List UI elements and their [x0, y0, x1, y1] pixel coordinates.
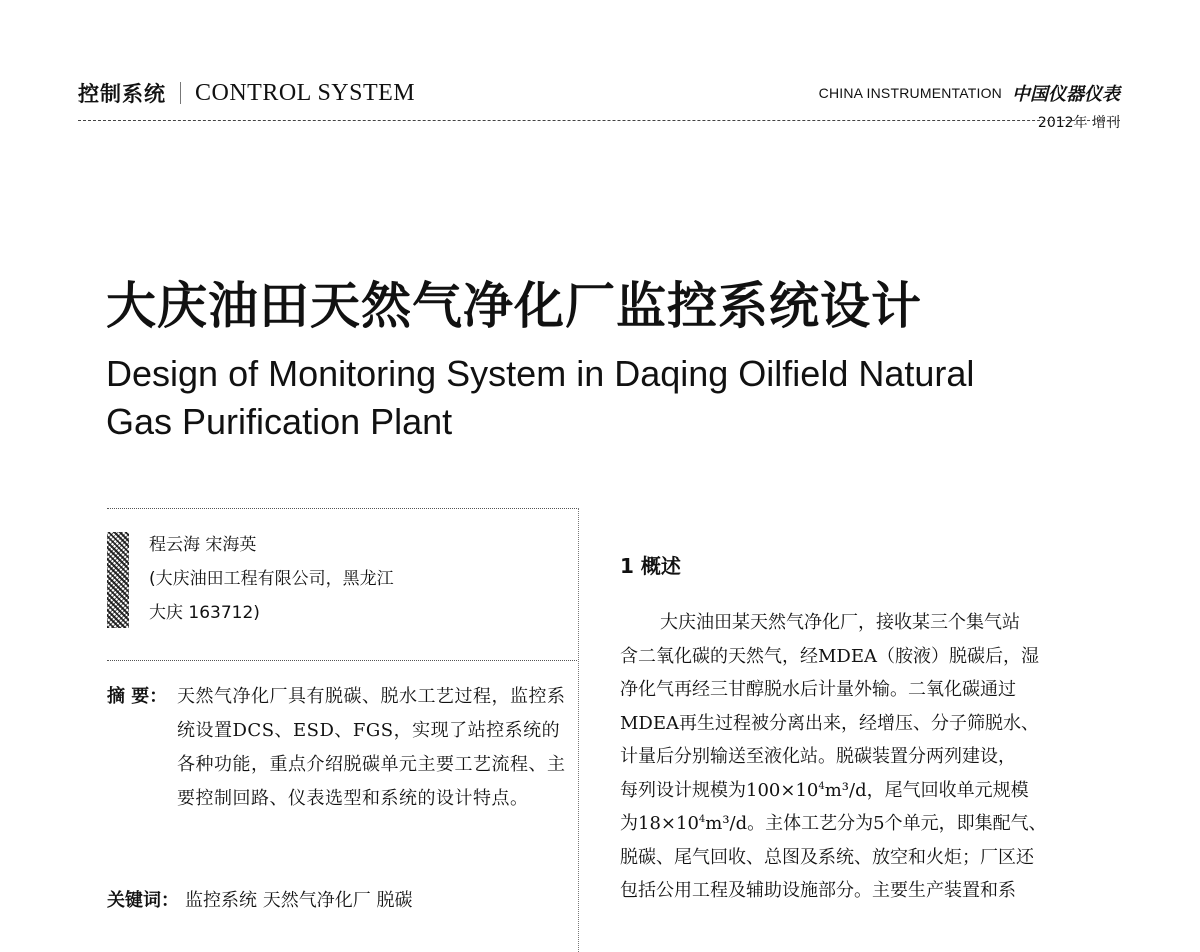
exponent: 4 [698, 814, 706, 825]
body-line: 大庆油田某天然气净化厂，接收某三个集气站 [660, 612, 1020, 633]
barcode-decoration [107, 532, 129, 628]
keywords-text: 监控系统 天然气净化厂 脱碳 [185, 890, 413, 911]
section-name-en: CONTROL SYSTEM [195, 79, 416, 106]
header-separator [180, 82, 181, 104]
body-text-fragment: m³/d，尾气回收单元规模 [824, 779, 1029, 801]
running-header-left [78, 76, 415, 110]
body-line [620, 807, 1110, 841]
body-line: 净化气再经三甘醇脱水后计量外输。二氧化碳通过 [620, 679, 1016, 700]
body-line: 计量后分别输送至液化站。脱碳装置分两列建设， [620, 746, 1016, 767]
body-text-fragment: 每列设计规模为100×10 [620, 779, 819, 801]
section-heading: 1 概述 [620, 554, 681, 578]
abstract [107, 680, 572, 816]
keywords-label: 关键词： [107, 890, 179, 911]
header-rule [78, 120, 1120, 121]
abstract-text: 天然气净化厂具有脱碳、脱水工艺过程，监控系统设置DCS、ESD、FGS，实现了站控系统的各种功能，重点介绍脱碳单元主要工艺流程、主要控制回路、仪表选型和系统的设计特点。 [177, 686, 566, 809]
paper-title-en: Design of Monitoring System in Daqing Oilfield Natural Gas Purification Plant [106, 353, 975, 442]
body-line [620, 774, 1110, 808]
body-text-fragment: 为18×10 [620, 813, 699, 834]
author-names: 程云海 宋海英 [149, 535, 257, 555]
body-line: 脱碳、尾气回收、总图及系统、放空和火炬；厂区还 [620, 846, 1034, 868]
author-affiliation-1: (大庆油田工程有限公司，黑龙江 [149, 569, 394, 589]
exponent: 4 [818, 780, 825, 792]
section-name-cn: 控制系统 [78, 82, 166, 106]
issue-label: 2012年 增刊 [1037, 115, 1120, 131]
author-affiliation-2: 大庆 163712) [149, 603, 260, 623]
author-top-rule [107, 508, 577, 509]
paper-title-cn: 大庆油田天然气净化厂监控系统设计 [106, 277, 922, 335]
running-header-right [819, 80, 1120, 106]
journal-logo-cn: 中国仪器仪表 [1012, 84, 1120, 105]
author-bottom-rule [107, 660, 577, 661]
keywords [107, 886, 412, 912]
body-line: MDEA再生过程被分离出来，经增压、分子筛脱水、 [620, 712, 1039, 734]
journal-name-en: CHINA INSTRUMENTATION [818, 85, 1002, 101]
column-divider [578, 508, 579, 952]
abstract-label: 摘 要： [107, 686, 168, 707]
body-line: 含二氧化碳的天然气，经MDEA（胺液）脱碳后，湿 [620, 645, 1039, 667]
body-line: 包括公用工程及辅助设施部分。主要生产装置和系 [620, 880, 1016, 901]
body-text-fragment: m³/d。主体工艺分为5个单元，即集配气、 [705, 813, 1047, 834]
section-body [620, 606, 1110, 908]
